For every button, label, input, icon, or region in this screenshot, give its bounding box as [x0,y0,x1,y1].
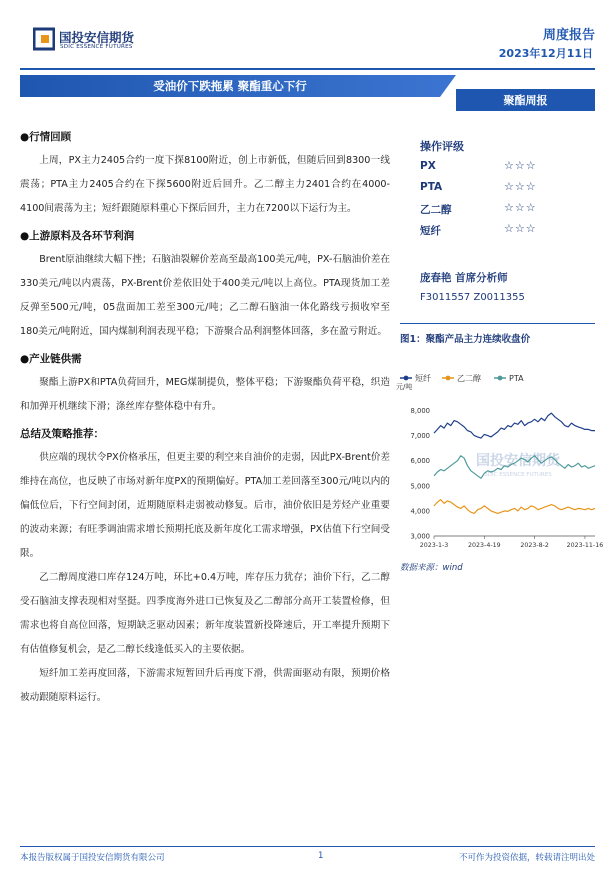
sidebar-divider [400,323,595,324]
main-content [20,122,390,710]
rating-row-pta [420,181,595,202]
section-market-review [20,125,390,221]
legend-label-2: PTA [509,374,524,383]
section-paragraph: 短纤加工差再度回落，下游需求短暂回升后再度下滑，供需面驱动有限，预期价格被动跟随原料运行。 [20,668,390,703]
x-tick-label: 2023-1-3 [419,542,449,549]
footer-disclaimer: 不可作为投资依据，转载请注明出处 [458,853,595,863]
report-title: 受油价下跌拖累 聚酯重心下行 [153,79,307,93]
rating-name: PTA [420,181,443,193]
y-axis-label: 元/吨 [396,383,413,391]
logo-company-en: SDIC ESSENCE FUTURES [60,44,133,50]
section-upstream-profit [20,224,390,344]
legend-marker-1 [446,376,451,381]
star-rating-icon: ☆☆☆ [504,159,537,172]
chart-watermark: 国投安信期货 [476,453,560,469]
rating-row-psf [420,223,595,244]
y-tick-label: 6,000 [410,457,430,466]
report-date: 2023年12月11日 [498,47,593,60]
footer-divider [20,846,595,847]
section-paragraph: Brent原油继续大幅下挫；石脑油裂解价差高至最高100美元/吨，PX-石脑油价差在330美元/吨以内震荡，PX-Brent价差依旧处于400美元/吨以上高位。PTA现货加工差反弹至500元/吨，05盘面加工差至300元/吨；乙二醇石脑油一体化路线亏损收窄至180美元/吨附近，国内煤制利润表现平稳；下游聚合品利润整体回落，多在盈亏附近。 [20,254,390,337]
section-supply-demand [20,347,390,419]
y-tick-label: 8,000 [410,407,430,416]
header-divider [20,68,595,70]
x-tick-label: 2023-8-2 [520,542,549,549]
logo-mark-icon [33,27,55,51]
title-banner [20,75,595,105]
report-category: 聚酯周报 [503,94,548,107]
star-rating-icon: ☆☆☆ [504,222,537,235]
legend-label-0: 短纤 [415,374,431,383]
section-title: ●行情回顾 [20,131,72,143]
rating-name: 乙二醇 [420,204,452,216]
legend-marker-2 [498,376,503,381]
banner-taper [440,75,456,97]
rating-name: 短纤 [420,225,441,237]
chart-watermark-en: SDIC ESSENCE FUTURES [484,472,552,478]
rating-panel [420,138,595,244]
logo-company-cn: 国投安信期货 [59,30,135,45]
section-title: ●上游原料及各环节利润 [20,230,135,242]
company-logo [33,27,143,53]
series-line-1 [434,500,595,514]
star-rating-icon: ☆☆☆ [504,201,537,214]
y-tick-label: 4,000 [410,507,430,516]
section-paragraph: 上周，PX主力2405合约一度下探8100附近，创上市新低，但随后回到8300一线震荡；PTA主力2405合约在下探5600附近后回升。乙二醇主力2401合约在4000-4100间震荡为主；短纤跟随原料重心下探后回升，主力在7200以下运行为主。 [20,155,390,214]
rating-name: PX [420,160,436,172]
footer-copyright: 本报告版权属于国投安信期货有限公司 [20,853,165,863]
rating-row-meg [420,202,595,223]
legend-label-1: 乙二醇 [457,374,481,383]
rating-title: 操作评级 [420,140,464,153]
analyst-licenses: F3011557 Z0011355 [420,292,525,303]
price-line-chart [390,360,605,560]
x-tick-label: 2023-4-19 [468,542,501,549]
x-tick-label: 2023-11-16 [566,542,604,549]
section-summary-strategy [20,422,390,710]
y-tick-label: 3,000 [410,532,430,541]
figure-title: 图1：聚酯产品主力连续收盘价 [400,334,531,345]
section-title: 总结及策略推荐： [20,428,104,440]
section-paragraph: 聚酯上游PX和PTA负荷回升，MEG煤制提负，整体平稳；下游聚酯负荷平稳，织造和加弹开机继续下滑；涤丝库存整体稳中有升。 [20,377,390,412]
report-type: 周度报告 [542,28,595,43]
rating-row-px [420,160,595,181]
y-tick-label: 5,000 [410,482,430,491]
figure-source: 数据来源：wind [400,563,463,573]
analyst-name: 庞春艳 首席分析师 [420,272,508,284]
section-paragraph: 供应端的现状令PX价格承压，但更主要的利空来自油价的走弱，因此PX-Brent价差维持在高位，也反映了市场对新年度PX的预期偏好。PTA加工差回落至300元/吨以内的偏低位后，下行空间封闭，近期随原料走弱被动修复。后市，油价依旧是芳烃产业重要的波动来源；有旺季调油需求增长预期托底及新年度化工需求增强，PX估值下行空间受限。 [20,452,391,559]
section-paragraph: 乙二醇周度港口库存124万吨，环比+0.4万吨，库存压力犹存；油价下行，乙二醇受石脑油支撑表现相对坚挺。四季度海外进口已恢复及乙二醇部分高开工装置检修，但需求也将自高位回落，短期缺乏驱动因素；新年度装置新投降速后，开工率提升预期下有估值修复机会，是乙二醇长线逢低买入的主要依据。 [20,572,390,655]
y-tick-label: 7,000 [410,432,430,441]
series-line-0 [434,413,595,438]
section-title: ●产业链供需 [20,353,82,365]
star-rating-icon: ☆☆☆ [504,180,537,193]
page-number: 1 [318,851,324,861]
legend-marker-0 [404,376,409,381]
